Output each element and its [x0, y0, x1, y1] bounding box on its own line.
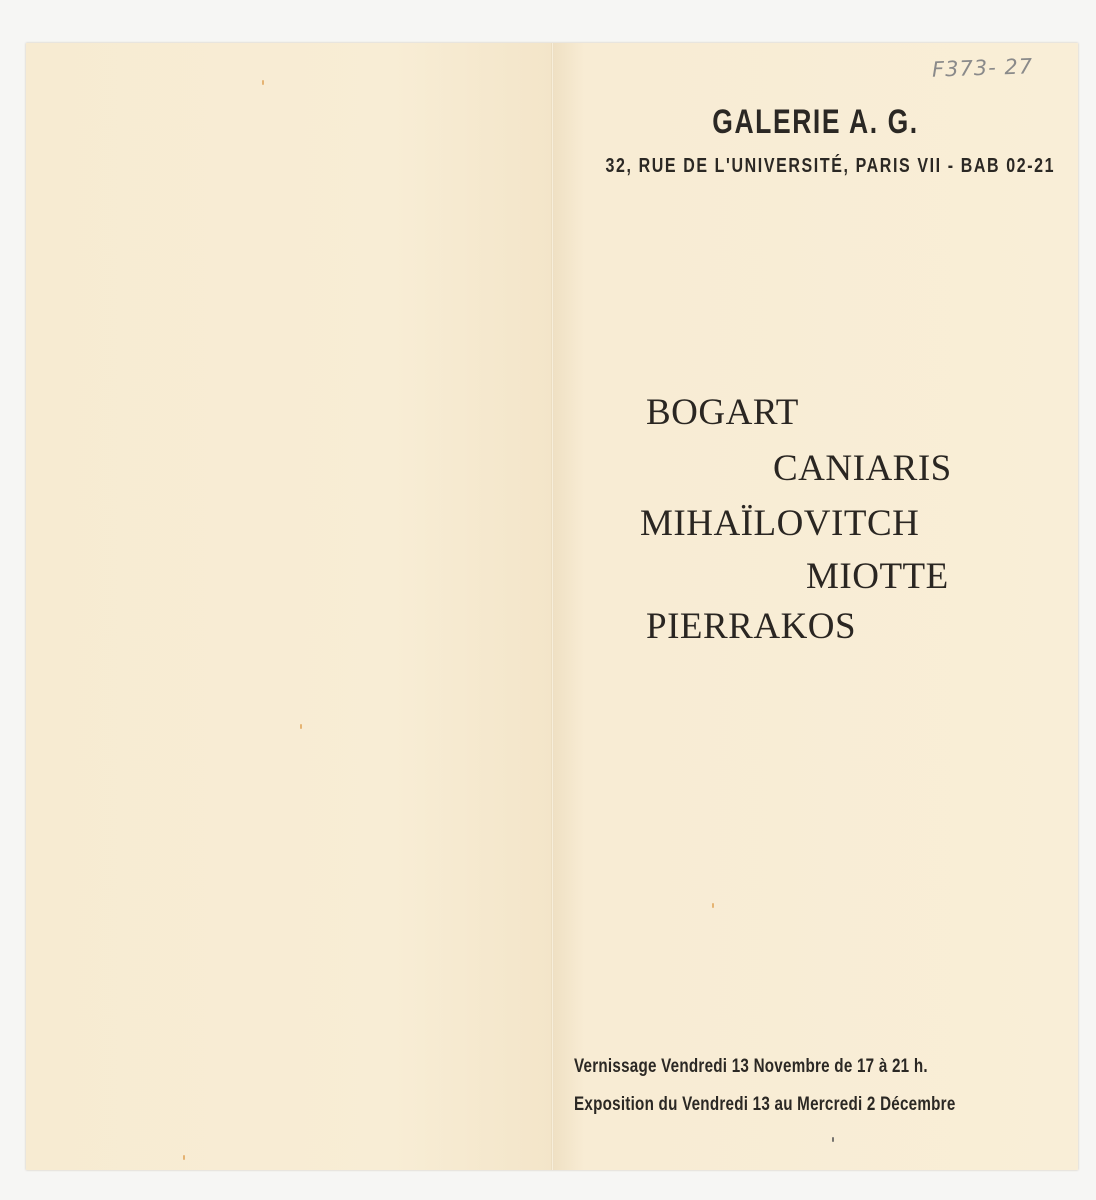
gallery-name: GALERIE A. G. — [712, 103, 919, 141]
paper-speck — [300, 724, 302, 729]
vernissage-line: Vernissage Vendredi 13 Novembre de 17 à 21 h. — [574, 1056, 928, 1077]
artist-name: PIERRAKOS — [646, 606, 857, 647]
pencil-annotation: F373- 27 — [931, 54, 1034, 82]
paper-speck — [262, 80, 264, 85]
paper-speck — [183, 1155, 185, 1160]
exposition-line: Exposition du Vendredi 13 au Mercredi 2 Décembre — [574, 1094, 956, 1115]
artist-name: BOGART — [646, 392, 799, 433]
artist-name: CANIARIS — [773, 448, 952, 489]
paper-speck — [712, 903, 714, 908]
fold-crease — [551, 43, 554, 1170]
invitation-card — [26, 43, 1078, 1170]
artist-name: MIOTTE — [806, 556, 949, 597]
paper-speck — [832, 1137, 834, 1142]
left-panel — [26, 43, 552, 1170]
gallery-address: 32, RUE DE L'UNIVERSITÉ, PARIS VII - BAB 02-21 — [605, 155, 1056, 177]
artist-name: MIHAÏLOVITCH — [640, 503, 920, 544]
